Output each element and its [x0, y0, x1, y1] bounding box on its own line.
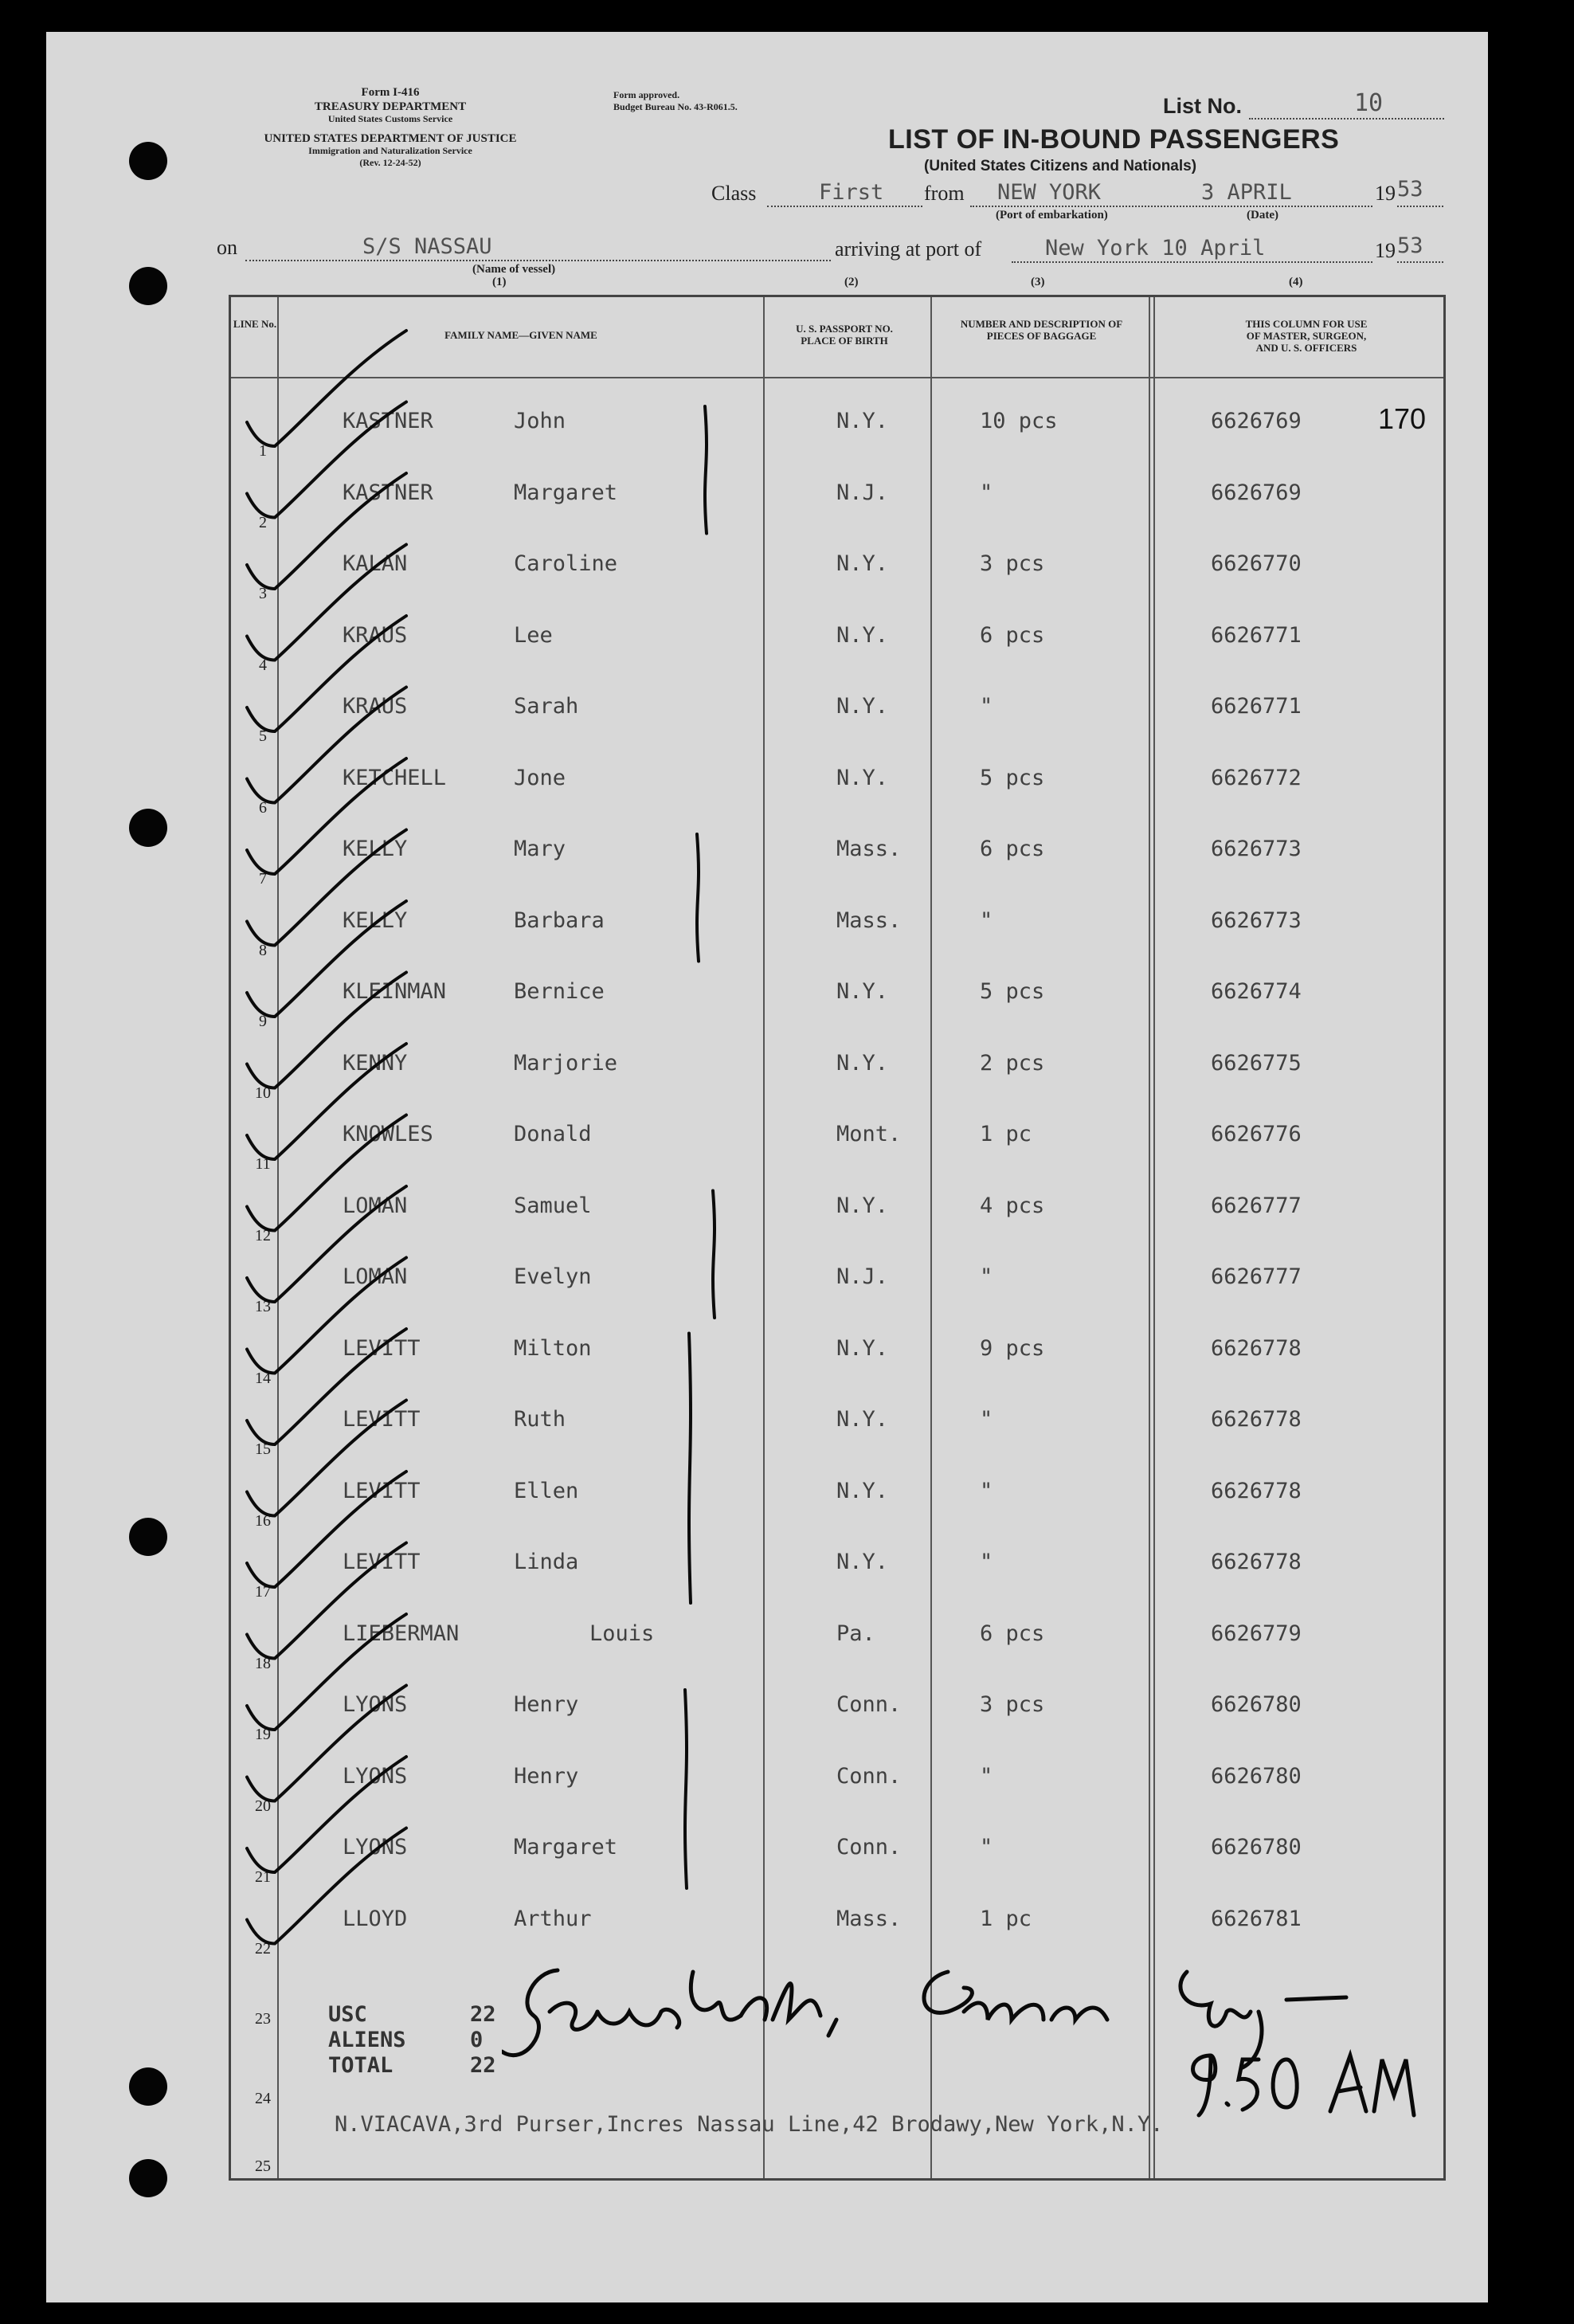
officer-number: 6626777 [1211, 1193, 1302, 1218]
table-row [231, 1399, 1443, 1470]
line-number: 6 [259, 798, 267, 817]
punch-hole [129, 2159, 167, 2197]
table-row [231, 1827, 1443, 1898]
line-number: 7 [259, 870, 267, 888]
officer-note: 170 [1378, 402, 1427, 435]
family-name: LEVITT [343, 1407, 421, 1432]
family-name: KRAUS [343, 694, 408, 719]
revision: (Rev. 12-24-52) [359, 157, 421, 168]
family-name: LEVITT [343, 1335, 421, 1361]
given-name: Margaret [514, 1835, 618, 1860]
vessel-name: S/S NASSAU [362, 234, 492, 259]
usc-value: 22 [470, 2002, 496, 2027]
place-of-birth: N.Y. [836, 409, 889, 433]
from-label: from [924, 182, 965, 205]
family-name: LYONS [343, 1763, 408, 1789]
place-of-birth: Mass. [836, 837, 902, 861]
punch-hole [129, 2067, 167, 2106]
baggage: " [980, 1264, 993, 1289]
line-number: 13 [255, 1298, 271, 1315]
given-name: Margaret [514, 480, 618, 505]
form-number: Form I-416 [361, 86, 420, 99]
given-name: Lee [514, 622, 553, 648]
officer-number: 6626773 [1211, 907, 1302, 933]
line-number: 23 [255, 2010, 271, 2028]
list-no-value: 10 [1354, 89, 1384, 117]
table-row [231, 1899, 1443, 1969]
baggage: " [980, 907, 993, 933]
given-name: Ellen [514, 1478, 579, 1503]
table-row [231, 472, 1443, 543]
table-row [231, 1186, 1443, 1256]
list-no-label: List No. [1163, 94, 1242, 118]
given-name: Linda [514, 1550, 579, 1574]
line-number: 18 [255, 1654, 271, 1672]
place-of-birth: Mass. [836, 907, 902, 933]
family-name: LIEBERMAN [343, 1621, 460, 1646]
embark-caption: (Port of embarkation) [996, 209, 1108, 221]
baggage: " [980, 1835, 993, 1860]
line-number: 14 [255, 1369, 271, 1387]
place-of-birth: Conn. [836, 1763, 902, 1789]
baggage: 6 pcs [980, 622, 1045, 648]
col-header-officers: THIS COLUMN FOR USE OF MASTER, SURGEON, AND U. S. OFFICERS [1245, 318, 1368, 354]
from-value: NEW YORK [997, 180, 1102, 205]
baggage: 9 pcs [980, 1335, 1045, 1361]
form-approved: Form approved. [613, 89, 680, 100]
line-number: 12 [255, 1226, 271, 1244]
table-row [231, 829, 1443, 899]
given-name: Donald [514, 1122, 592, 1146]
given-name: Barbara [514, 907, 605, 933]
officer-number: 6626770 [1211, 551, 1302, 576]
vessel-line [245, 260, 831, 261]
arriving-label: arriving at port of [835, 237, 982, 261]
line-number: 8 [259, 941, 267, 959]
family-name: LEVITT [343, 1478, 421, 1503]
col-3-caption: (3) [1031, 276, 1045, 288]
ins-service: Immigration and Naturalization Service [308, 145, 472, 156]
given-name: Arthur [514, 1906, 592, 1931]
table-row [231, 1328, 1443, 1399]
officer-number: 6626775 [1211, 1050, 1302, 1076]
table-row [231, 543, 1443, 614]
vessel-caption: (Name of vessel) [472, 263, 556, 276]
officer-number: 6626774 [1211, 979, 1302, 1004]
col-2-caption: (2) [844, 276, 859, 288]
line-number: 20 [255, 1797, 271, 1815]
baggage: 6 pcs [980, 837, 1045, 861]
given-name: Marjorie [514, 1050, 618, 1076]
year1-prefix: 19 [1375, 182, 1396, 205]
table-row [231, 1114, 1443, 1185]
col-header-passport: U. S. PASSPORT NO. PLACE OF BIRTH [796, 323, 893, 347]
family-name: KASTNER [343, 480, 433, 505]
col-header-baggage: NUMBER AND DESCRIPTION OF PIECES OF BAGGAGE [960, 318, 1123, 342]
officer-number: 6626780 [1211, 1763, 1302, 1789]
line-number: 11 [255, 1155, 271, 1173]
line-number: 2 [259, 513, 267, 531]
given-name: Milton [514, 1335, 592, 1361]
year2-line [1397, 261, 1443, 263]
punch-hole [129, 267, 167, 305]
baggage: " [980, 1550, 993, 1574]
place-of-birth: N.Y. [836, 622, 889, 648]
baggage: " [980, 1763, 993, 1789]
place-of-birth: N.J. [836, 480, 889, 505]
family-name: KRAUS [343, 622, 408, 648]
arrival-port: New York 10 April [1045, 236, 1266, 261]
family-name: KETCHELL [343, 765, 447, 790]
aliens-label: ALIENS [328, 2028, 406, 2052]
place-of-birth: Mont. [836, 1122, 902, 1146]
baggage: 10 pcs [980, 409, 1058, 433]
given-name: Louis [589, 1621, 655, 1646]
line-number: 19 [255, 1726, 271, 1743]
page-subtitle: (United States Citizens and Nationals) [924, 158, 1197, 174]
punch-hole [129, 1518, 167, 1556]
on-label: on [217, 236, 237, 259]
usc-label: USC [328, 2002, 367, 2027]
family-name: LYONS [343, 1835, 408, 1860]
officer-number: 6626780 [1211, 1692, 1302, 1717]
list-no-line [1249, 118, 1444, 120]
class-line [767, 206, 922, 207]
line-number: 17 [255, 1583, 271, 1601]
table-row [231, 615, 1443, 686]
line-number: 1 [259, 442, 267, 460]
family-name: KNOWLES [343, 1122, 433, 1146]
table-row [231, 1471, 1443, 1542]
table-row [231, 1256, 1443, 1327]
punch-hole [129, 142, 167, 180]
family-name: KENNY [343, 1050, 408, 1076]
baggage: 3 pcs [980, 1692, 1045, 1717]
baggage: 2 pcs [980, 1050, 1045, 1076]
officer-number: 6626779 [1211, 1621, 1302, 1646]
officer-number: 6626778 [1211, 1335, 1302, 1361]
place-of-birth: N.Y. [836, 1407, 889, 1432]
given-name: Mary [514, 837, 566, 861]
table-row [231, 1613, 1443, 1684]
given-name: Bernice [514, 979, 605, 1004]
line-number: 24 [255, 2090, 271, 2107]
year1-line [1397, 206, 1443, 207]
year1-value: 53 [1397, 177, 1423, 202]
officer-number: 6626769 [1211, 480, 1302, 505]
given-name: Caroline [514, 551, 618, 576]
date-caption: (Date) [1247, 209, 1278, 221]
place-of-birth: N.Y. [836, 551, 889, 576]
officer-number: 6626777 [1211, 1264, 1302, 1289]
given-name: Jone [514, 765, 566, 790]
officer-number: 6626778 [1211, 1550, 1302, 1574]
table-row [231, 758, 1443, 829]
baggage: 4 pcs [980, 1193, 1045, 1218]
place-of-birth: N.Y. [836, 1335, 889, 1361]
line-number: 15 [255, 1440, 271, 1458]
table-row [231, 401, 1443, 472]
given-name: Samuel [514, 1193, 592, 1218]
given-name: Henry [514, 1692, 579, 1717]
col-4-caption: (4) [1289, 276, 1303, 288]
family-name: KALAN [343, 551, 408, 576]
table-row [231, 686, 1443, 757]
aliens-value: 0 [470, 2028, 484, 2052]
line-number: 4 [259, 656, 267, 674]
punch-hole [129, 809, 167, 847]
year2-value: 53 [1397, 233, 1423, 258]
header-divider [231, 377, 1443, 378]
place-of-birth: N.Y. [836, 694, 889, 719]
family-name: KASTNER [343, 409, 433, 433]
place-of-birth: N.Y. [836, 765, 889, 790]
page-title: LIST OF IN-BOUND PASSENGERS [888, 124, 1340, 155]
officer-number: 6626773 [1211, 837, 1302, 861]
arrival-line [1012, 261, 1372, 263]
officer-number: 6626771 [1211, 622, 1302, 648]
passenger-table [229, 295, 1446, 2181]
col-header-line: LINE No. [233, 318, 277, 330]
family-name: KELLY [343, 837, 408, 861]
place-of-birth: N.Y. [836, 1050, 889, 1076]
given-name: Henry [514, 1763, 579, 1789]
family-name: LEVITT [343, 1550, 421, 1574]
class-value: First [819, 180, 884, 205]
family-name: LYONS [343, 1692, 408, 1717]
line-number: 3 [259, 585, 267, 602]
officer-number: 6626781 [1211, 1906, 1302, 1931]
line-number: 21 [255, 1868, 271, 1886]
officer-number: 6626769 [1211, 409, 1302, 433]
line-number: 9 [259, 1013, 267, 1030]
baggage: " [980, 480, 993, 505]
given-name: Evelyn [514, 1264, 592, 1289]
baggage: 5 pcs [980, 979, 1045, 1004]
line-number: 25 [255, 2157, 271, 2175]
total-value: 22 [470, 2053, 496, 2078]
baggage: " [980, 1407, 993, 1432]
budget-bureau: Budget Bureau No. 43-R061.5. [613, 101, 738, 112]
officer-number: 6626776 [1211, 1122, 1302, 1146]
officer-number: 6626780 [1211, 1835, 1302, 1860]
total-label: TOTAL [328, 2053, 394, 2078]
family-name: LOMAN [343, 1193, 408, 1218]
given-name: John [514, 409, 566, 433]
date-value: 3 APRIL [1201, 180, 1292, 205]
purser-footer: N.VIACAVA,3rd Purser,Incres Nassau Line,42 Brodawy,New York,N.Y. [335, 2112, 1164, 2137]
table-row [231, 971, 1443, 1042]
baggage: 3 pcs [980, 551, 1045, 576]
place-of-birth: N.Y. [836, 1478, 889, 1503]
place-of-birth: N.J. [836, 1264, 889, 1289]
officer-number: 6626778 [1211, 1478, 1302, 1503]
table-row [231, 900, 1443, 971]
place-of-birth: Conn. [836, 1835, 902, 1860]
from-line [970, 206, 1372, 207]
line-number: 16 [255, 1511, 271, 1530]
col-1-caption: (1) [492, 276, 507, 288]
given-name: Sarah [514, 694, 579, 719]
line-number: 5 [259, 727, 267, 745]
family-name: KLEINMAN [343, 979, 447, 1004]
family-name: KELLY [343, 907, 408, 933]
baggage: 1 pc [980, 1906, 1032, 1931]
place-of-birth: N.Y. [836, 1550, 889, 1574]
baggage: 5 pcs [980, 765, 1045, 790]
baggage: " [980, 694, 993, 719]
line-number: 10 [255, 1084, 271, 1102]
place-of-birth: N.Y. [836, 1193, 889, 1218]
justice-dept: UNITED STATES DEPARTMENT OF JUSTICE [264, 132, 517, 145]
table-row [231, 1684, 1443, 1755]
officer-number: 6626778 [1211, 1407, 1302, 1432]
place-of-birth: Pa. [836, 1621, 875, 1646]
baggage: 6 pcs [980, 1621, 1045, 1646]
baggage: 1 pc [980, 1122, 1032, 1146]
table-row [231, 1542, 1443, 1613]
class-label: Class [711, 182, 757, 205]
treasury-dept: TREASURY DEPARTMENT [314, 100, 467, 113]
place-of-birth: Conn. [836, 1692, 902, 1717]
place-of-birth: Mass. [836, 1906, 902, 1931]
place-of-birth: N.Y. [836, 979, 889, 1004]
family-name: LLOYD [343, 1906, 408, 1931]
family-name: LOMAN [343, 1264, 408, 1289]
year2-prefix: 19 [1375, 239, 1396, 262]
given-name: Ruth [514, 1407, 566, 1432]
table-row [231, 1043, 1443, 1114]
baggage: " [980, 1478, 993, 1503]
table-row [231, 1756, 1443, 1827]
customs-service: United States Customs Service [327, 113, 453, 124]
col-header-name: FAMILY NAME—GIVEN NAME [444, 329, 597, 341]
line-number: 22 [255, 1939, 271, 1958]
officer-number: 6626771 [1211, 694, 1302, 719]
officer-number: 6626772 [1211, 765, 1302, 790]
